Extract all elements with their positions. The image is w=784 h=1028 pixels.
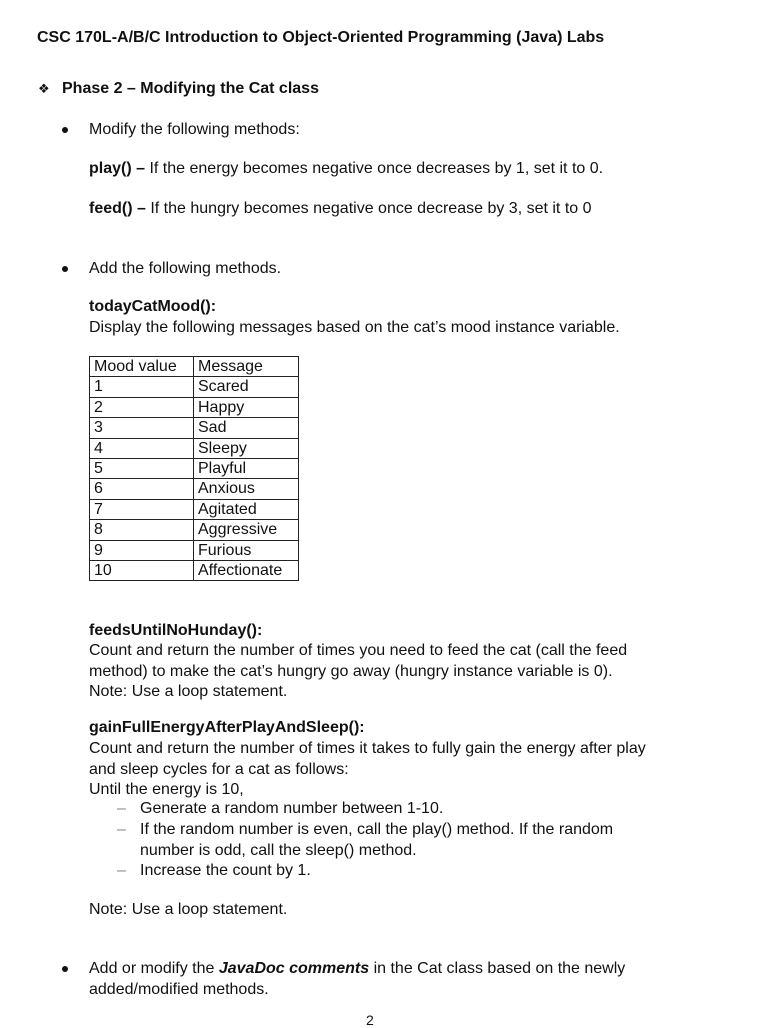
step-text: Generate a random number between 1-10. — [140, 800, 444, 817]
mood-value-cell: 6 — [90, 479, 194, 499]
gain-full-energy-description — [89, 739, 749, 801]
table-header-cell: Message — [194, 357, 299, 377]
table-row — [90, 520, 299, 540]
step-item — [117, 820, 614, 861]
mood-message-cell: Anxious — [194, 479, 299, 499]
javadoc-instruction — [89, 959, 729, 1000]
feeds-until-name: feedsUntilNoHunday(): — [89, 622, 263, 639]
gain-full-energy-line: Count and return the number of times it takes to fully gain the energy after play — [89, 740, 646, 757]
mood-value-cell: 10 — [90, 561, 194, 581]
table-row — [90, 438, 299, 458]
play-method-item — [89, 159, 603, 179]
play-method-description: If the energy becomes negative once decreases by 1, set it to 0. — [149, 160, 604, 177]
feeds-until-description — [89, 641, 729, 703]
mood-value-cell: 4 — [90, 438, 194, 458]
javadoc-prefix: Add or modify the — [89, 960, 219, 977]
feeds-until-note: Note: Use a loop statement. — [89, 683, 288, 700]
today-cat-mood-name: todayCatMood(): — [89, 298, 217, 315]
feeds-until-line: method) to make the cat’s hungry go away (hungry instance variable is 0). — [89, 662, 613, 680]
feeds-until-line: Count and return the number of times you need to feed the cat (call the feed — [89, 642, 628, 659]
diamond-bullet-icon: ❖ — [38, 81, 50, 96]
dash-bullet-icon: – — [117, 800, 126, 817]
feed-method-description: If the hungry becomes negative once decrease by 3, set it to 0 — [150, 200, 592, 217]
table-header-cell: Mood value — [90, 357, 194, 377]
table-row — [90, 540, 299, 560]
javadoc-suffix: in the Cat class based on the newly — [369, 960, 626, 977]
phase-title: Phase 2 – Modifying the Cat class — [62, 80, 319, 97]
mood-message-cell: Furious — [194, 540, 299, 560]
mood-value-cell: 2 — [90, 397, 194, 417]
today-cat-mood-description: Display the following messages based on the cat’s mood instance variable. — [89, 319, 620, 336]
mood-value-cell: 8 — [90, 520, 194, 540]
mood-value-cell: 9 — [90, 540, 194, 560]
mood-message-cell: Happy — [194, 397, 299, 417]
step-item — [117, 799, 444, 820]
mood-message-cell: Playful — [194, 459, 299, 479]
step-text: If the random number is even, call the play() method. If the random — [140, 821, 614, 838]
mood-message-cell: Agitated — [194, 499, 299, 519]
table-row — [90, 397, 299, 417]
table-row — [90, 561, 299, 581]
bullet-icon — [62, 266, 68, 272]
table-header-row — [90, 357, 299, 377]
javadoc-emphasis: JavaDoc comments — [218, 960, 370, 977]
dash-bullet-icon: – — [117, 821, 126, 838]
table-row — [90, 377, 299, 397]
mood-message-cell: Aggressive — [194, 520, 299, 540]
mood-message-cell: Scared — [194, 377, 299, 397]
gain-full-energy-note: Note: Use a loop statement. — [89, 901, 288, 918]
mood-table — [89, 356, 299, 581]
step-text: number is odd, call the sleep() method. — [140, 841, 417, 859]
javadoc-line: added/modified methods. — [89, 980, 269, 998]
bullet-icon — [62, 966, 68, 972]
course-title: CSC 170L-A/B/C Introduction to Object-Oriented Programming (Java) Labs — [37, 29, 605, 46]
mood-value-cell: 1 — [90, 377, 194, 397]
table-row — [90, 479, 299, 499]
mood-value-cell: 7 — [90, 499, 194, 519]
mood-value-cell: 3 — [90, 418, 194, 438]
add-intro: Add the following methods. — [89, 260, 282, 277]
mood-message-cell: Sad — [194, 418, 299, 438]
mood-value-cell: 5 — [90, 459, 194, 479]
dash-bullet-icon: – — [117, 862, 126, 879]
feed-method-name: feed() – — [89, 200, 151, 217]
mood-message-cell: Affectionate — [194, 561, 299, 581]
step-text: Increase the count by 1. — [140, 862, 311, 879]
mood-message-cell: Sleepy — [194, 438, 299, 458]
page-number: 2 — [366, 1012, 374, 1028]
gain-full-energy-line: Until the energy is 10, — [89, 781, 244, 798]
modify-intro: Modify the following methods: — [89, 121, 300, 138]
step-item — [117, 861, 311, 882]
gain-full-energy-line: and sleep cycles for a cat as follows: — [89, 760, 349, 778]
table-row — [90, 459, 299, 479]
gain-full-energy-name: gainFullEnergyAfterPlayAndSleep(): — [89, 719, 365, 736]
table-row — [90, 418, 299, 438]
play-method-name: play() – — [89, 160, 150, 177]
feed-method-item — [89, 199, 592, 219]
bullet-icon — [62, 127, 68, 133]
phase-heading — [38, 80, 319, 98]
table-row — [90, 499, 299, 519]
